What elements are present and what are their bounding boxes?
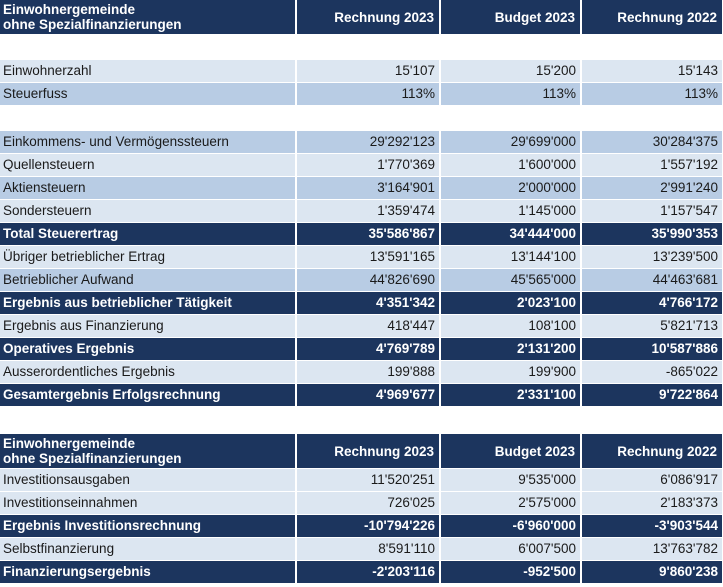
cell-rechnung-2023: 35'586'867 xyxy=(295,223,439,246)
cell-rechnung-2022: 1'157'547 xyxy=(580,200,722,223)
table-row xyxy=(0,492,722,515)
cell-rechnung-2022: 35'990'353 xyxy=(580,223,722,246)
header-budget-2023: Budget 2023 xyxy=(439,0,580,35)
row-label: Einwohnerzahl xyxy=(0,60,295,83)
header-label-line1: Einwohnergemeinde xyxy=(3,436,136,451)
table-row xyxy=(0,269,722,292)
cell-budget-2023: 113% xyxy=(439,83,580,106)
row-label: Betrieblicher Aufwand xyxy=(0,269,295,292)
table-row xyxy=(0,60,722,83)
row-label: Steuerfuss xyxy=(0,83,295,106)
cell-budget-2023: 108'100 xyxy=(439,315,580,338)
spacer-row xyxy=(0,35,722,60)
table-row xyxy=(0,246,722,269)
table-header xyxy=(0,434,722,469)
cell-rechnung-2023: 726'025 xyxy=(295,492,439,515)
cell-rechnung-2023: 3'164'901 xyxy=(295,177,439,200)
cell-budget-2023: 1'145'000 xyxy=(439,200,580,223)
total-row xyxy=(0,338,722,361)
cell-rechnung-2023: 44'826'690 xyxy=(295,269,439,292)
cell-rechnung-2022: 1'557'192 xyxy=(580,154,722,177)
header-label xyxy=(0,434,295,469)
table-row xyxy=(0,538,722,561)
total-row xyxy=(0,223,722,246)
total-row xyxy=(0,515,722,538)
cell-rechnung-2022: 13'763'782 xyxy=(580,538,722,561)
cell-budget-2023: 1'600'000 xyxy=(439,154,580,177)
table-row xyxy=(0,469,722,492)
total-row xyxy=(0,384,722,407)
cell-rechnung-2023: 113% xyxy=(295,83,439,106)
spacer-row xyxy=(0,106,722,131)
row-label: Ergebnis aus betrieblicher Tätigkeit xyxy=(0,292,295,315)
cell-rechnung-2022: 13'239'500 xyxy=(580,246,722,269)
cell-rechnung-2022: -3'903'544 xyxy=(580,515,722,538)
cell-rechnung-2022: 6'086'917 xyxy=(580,469,722,492)
cell-budget-2023: 34'444'000 xyxy=(439,223,580,246)
investment-table xyxy=(0,434,722,584)
cell-rechnung-2022: 10'587'886 xyxy=(580,338,722,361)
cell-rechnung-2022: 44'463'681 xyxy=(580,269,722,292)
cell-budget-2023: 2'575'000 xyxy=(439,492,580,515)
table-row xyxy=(0,361,722,384)
row-label: Operatives Ergebnis xyxy=(0,338,295,361)
cell-budget-2023: 45'565'000 xyxy=(439,269,580,292)
cell-budget-2023: 9'535'000 xyxy=(439,469,580,492)
cell-rechnung-2022: 5'821'713 xyxy=(580,315,722,338)
cell-rechnung-2023: 418'447 xyxy=(295,315,439,338)
table-row xyxy=(0,315,722,338)
cell-rechnung-2023: 8'591'110 xyxy=(295,538,439,561)
cell-budget-2023: -6'960'000 xyxy=(439,515,580,538)
cell-budget-2023: 2'023'100 xyxy=(439,292,580,315)
cell-rechnung-2023: -10'794'226 xyxy=(295,515,439,538)
cell-rechnung-2022: 2'183'373 xyxy=(580,492,722,515)
table-row xyxy=(0,177,722,200)
table-header xyxy=(0,0,722,35)
table-row xyxy=(0,83,722,106)
row-label: Selbstfinanzierung xyxy=(0,538,295,561)
cell-rechnung-2022: 15'143 xyxy=(580,60,722,83)
cell-rechnung-2023: 1'770'369 xyxy=(295,154,439,177)
header-budget-2023: Budget 2023 xyxy=(439,434,580,469)
header-rechnung-2023: Rechnung 2023 xyxy=(295,0,439,35)
row-label: Total Steuerertrag xyxy=(0,223,295,246)
cell-rechnung-2023: 11'520'251 xyxy=(295,469,439,492)
row-label: Ergebnis aus Finanzierung xyxy=(0,315,295,338)
table-row xyxy=(0,154,722,177)
header-label-line2: ohne Spezialfinanzierungen xyxy=(3,451,182,466)
cell-rechnung-2023: 4'351'342 xyxy=(295,292,439,315)
row-label: Ergebnis Investitionsrechnung xyxy=(0,515,295,538)
cell-budget-2023: 13'144'100 xyxy=(439,246,580,269)
row-label: Investitionsausgaben xyxy=(0,469,295,492)
row-label: Quellensteuern xyxy=(0,154,295,177)
cell-rechnung-2022: 9'722'864 xyxy=(580,384,722,407)
row-label: Ausserordentliches Ergebnis xyxy=(0,361,295,384)
row-label: Gesamtergebnis Erfolgsrechnung xyxy=(0,384,295,407)
header-label-line1: Einwohnergemeinde xyxy=(3,2,136,17)
table-row xyxy=(0,131,722,154)
cell-rechnung-2022: 4'766'172 xyxy=(580,292,722,315)
row-label: Aktiensteuern xyxy=(0,177,295,200)
cell-budget-2023: 6'007'500 xyxy=(439,538,580,561)
row-label: Investitionseinnahmen xyxy=(0,492,295,515)
header-rechnung-2022: Rechnung 2022 xyxy=(580,434,722,469)
cell-rechnung-2023: 29'292'123 xyxy=(295,131,439,154)
cell-rechnung-2023: 199'888 xyxy=(295,361,439,384)
header-rechnung-2023: Rechnung 2023 xyxy=(295,434,439,469)
header-label xyxy=(0,0,295,35)
row-label: Sondersteuern xyxy=(0,200,295,223)
cell-rechnung-2022: 30'284'375 xyxy=(580,131,722,154)
cell-budget-2023: -952'500 xyxy=(439,561,580,584)
cell-rechnung-2023: -2'203'116 xyxy=(295,561,439,584)
cell-rechnung-2023: 4'969'677 xyxy=(295,384,439,407)
row-label: Finanzierungsergebnis xyxy=(0,561,295,584)
cell-rechnung-2023: 13'591'165 xyxy=(295,246,439,269)
header-label-line2: ohne Spezialfinanzierungen xyxy=(3,17,182,32)
cell-rechnung-2023: 4'769'789 xyxy=(295,338,439,361)
cell-budget-2023: 2'131'200 xyxy=(439,338,580,361)
row-label: Einkommens- und Vermögenssteuern xyxy=(0,131,295,154)
cell-rechnung-2023: 15'107 xyxy=(295,60,439,83)
cell-rechnung-2022: 113% xyxy=(580,83,722,106)
cell-rechnung-2022: 2'991'240 xyxy=(580,177,722,200)
cell-budget-2023: 15'200 xyxy=(439,60,580,83)
cell-rechnung-2022: 9'860'238 xyxy=(580,561,722,584)
cell-budget-2023: 2'000'000 xyxy=(439,177,580,200)
cell-budget-2023: 2'331'100 xyxy=(439,384,580,407)
cell-budget-2023: 29'699'000 xyxy=(439,131,580,154)
cell-budget-2023: 199'900 xyxy=(439,361,580,384)
table-row xyxy=(0,200,722,223)
cell-rechnung-2023: 1'359'474 xyxy=(295,200,439,223)
cell-rechnung-2022: -865'022 xyxy=(580,361,722,384)
row-label: Übriger betrieblicher Ertrag xyxy=(0,246,295,269)
total-row xyxy=(0,292,722,315)
header-rechnung-2022: Rechnung 2022 xyxy=(580,0,722,35)
total-row xyxy=(0,561,722,584)
